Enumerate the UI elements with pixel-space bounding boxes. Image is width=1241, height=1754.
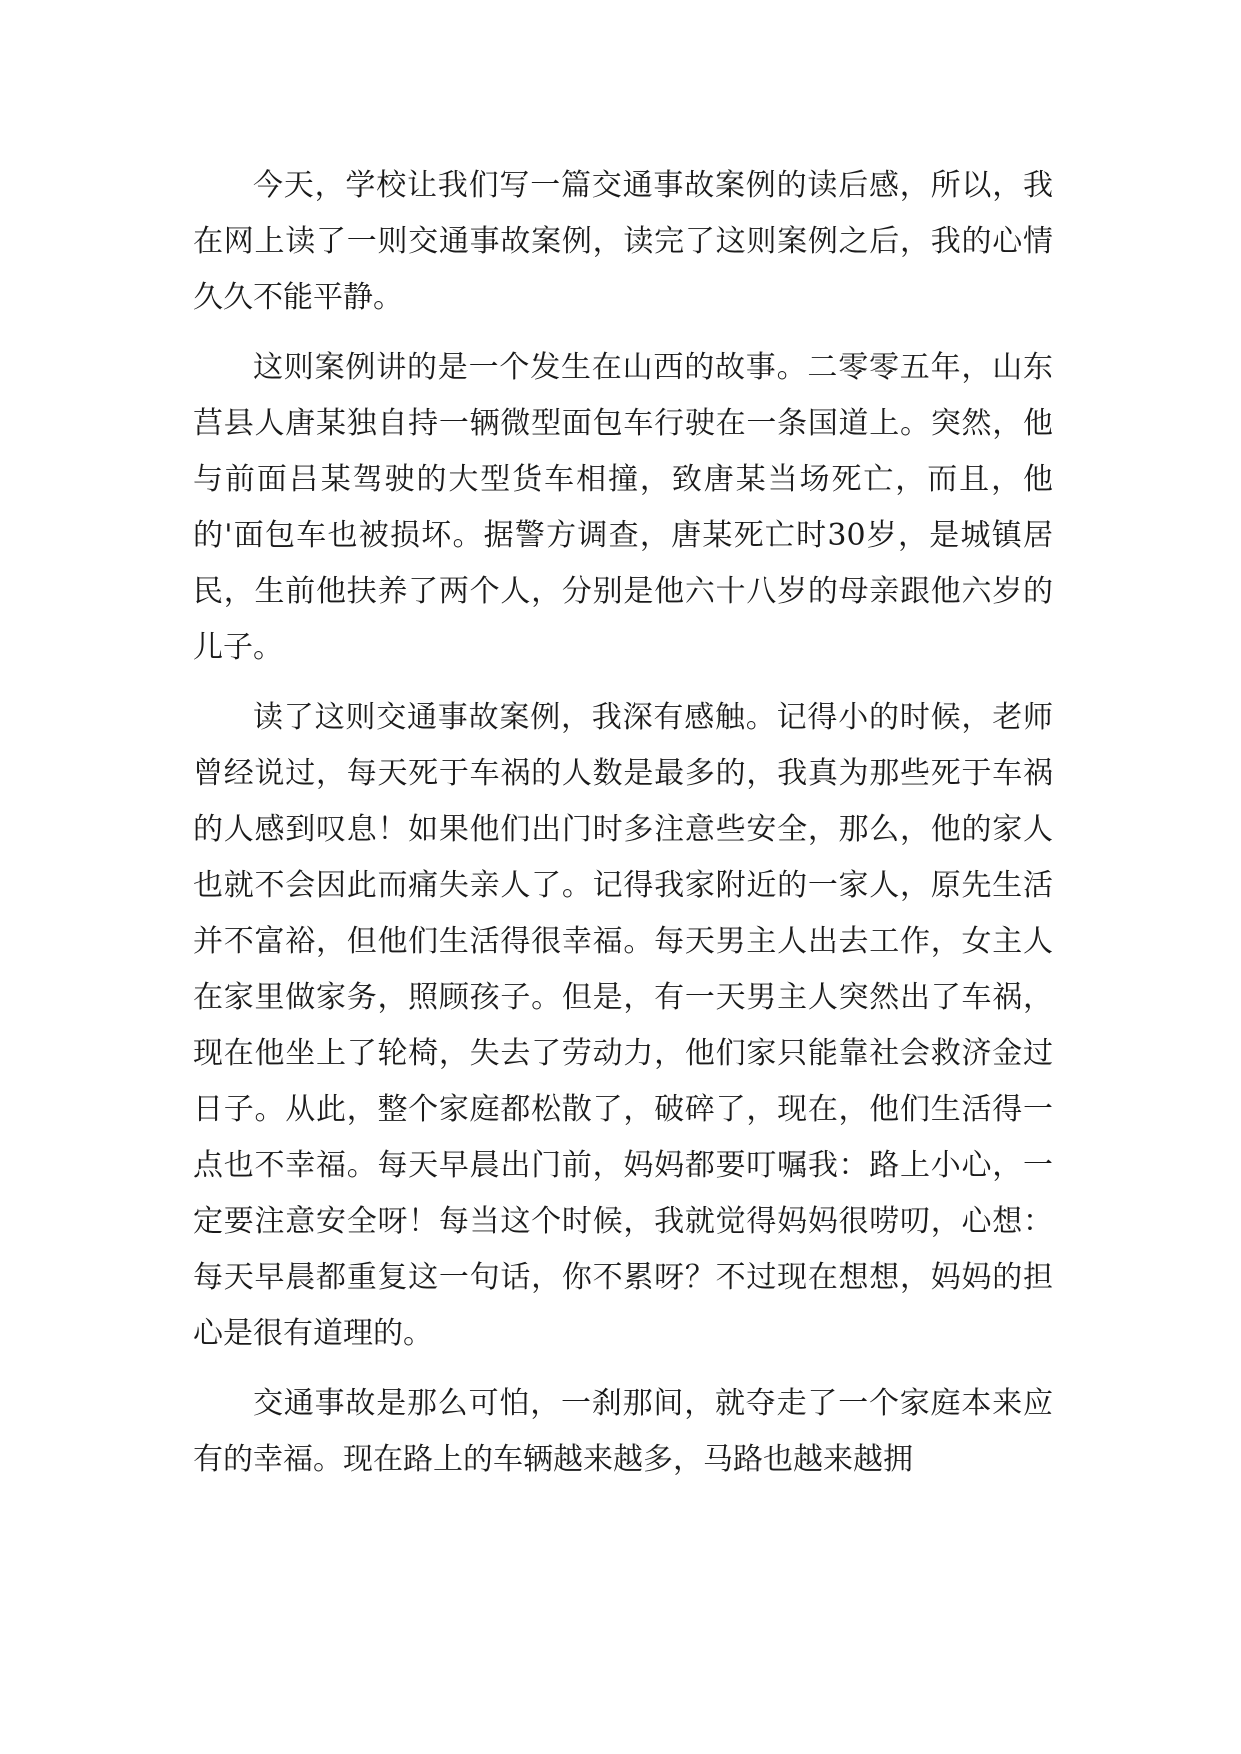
paragraph-2: 这则案例讲的是一个发生在山西的故事。二零零五年，山东莒县人唐某独自持一辆微型面包车行驶在一条国道上。突然，他与前面吕某驾驶的大型货车相撞，致唐某当场死亡，而且，他的'面包车也被损坏。据警方调查，唐某死亡时30岁，是城镇居民，生前他扶养了两个人，分别是他六十八岁的母亲跟他六岁的儿子。 [193,350,1053,665]
document-body [193,158,1053,1502]
paragraph-3: 读了这则交通事故案例，我深有感触。记得小的时候，老师曾经说过，每天死于车祸的人数是最多的，我真为那些死于车祸的人感到叹息！如果他们出门时多注意些安全，那么，他的家人也就不会因此而痛失亲人了。记得我家附近的一家人，原先生活并不富裕，但他们生活得很幸福。每天男主人出去工作，女主人在家里做家务，照顾孩子。但是，有一天男主人突然出了车祸，现在他坐上了轮椅，失去了劳动力，他们家只能靠社会救济金过日子。从此，整个家庭都松散了，破碎了，现在，他们生活得一点也不幸福。每天早晨出门前，妈妈都要叮嘱我：路上小心，一定要注意安全呀！每当这个时候，我就觉得妈妈很唠叨，心想：每天早晨都重复这一句话，你不累呀？不过现在想想，妈妈的担心是很有道理的。 [193,700,1053,1351]
paragraph-1: 今天，学校让我们写一篇交通事故案例的读后感，所以，我在网上读了一则交通事故案例，读完了这则案例之后，我的心情久久不能平静。 [193,168,1053,315]
paragraph-4: 交通事故是那么可怕，一刹那间，就夺走了一个家庭本来应有的幸福。现在路上的车辆越来越多，马路也越来越拥 [193,1386,1053,1477]
